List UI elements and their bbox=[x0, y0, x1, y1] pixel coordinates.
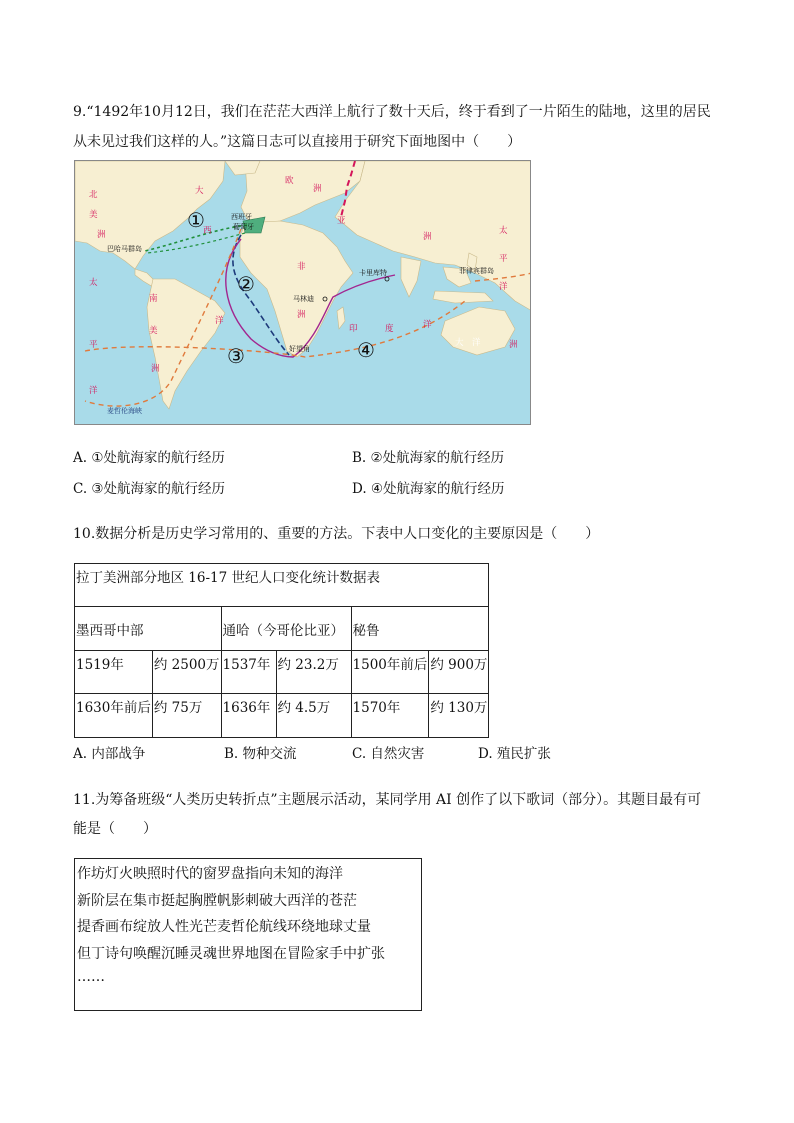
label-zhou-eu: 洲 bbox=[313, 184, 322, 194]
lyric-line: 新阶层在集市挺起胸膛帆影刺破大西洋的苍茫 bbox=[77, 892, 357, 909]
label-north: 北 bbox=[89, 190, 98, 200]
table-cell: 约 2500万 bbox=[152, 651, 221, 694]
table-cell: 1500年前后 bbox=[351, 651, 429, 694]
label-calicut: 卡里库特 bbox=[359, 269, 387, 277]
label-philippines: 菲律宾群岛 bbox=[459, 267, 494, 275]
table-cell: 约 900万 bbox=[429, 651, 489, 694]
table-cell: 1630年前后 bbox=[75, 694, 153, 738]
label-continent-n: 洲 bbox=[97, 230, 106, 240]
table-title: 拉丁美洲部分地区 16-17 世纪人口变化统计数据表 bbox=[75, 564, 489, 607]
table-cell: 1519年 bbox=[75, 651, 153, 694]
label-portugal: 葡萄牙 bbox=[233, 223, 254, 231]
label-fei: 非 bbox=[297, 262, 306, 272]
lyrics-box bbox=[74, 858, 422, 1011]
label-america-n: 美 bbox=[89, 210, 98, 220]
lyric-line: 作坊灯火映照时代的窗罗盘指向未知的海洋 bbox=[77, 866, 343, 882]
label-magellan: 麦哲伦海峡 bbox=[107, 407, 142, 415]
label-ou: 欧 bbox=[285, 176, 294, 186]
q10-option-b: B. 物种交流 bbox=[224, 746, 297, 762]
table-cell: 1570年 bbox=[351, 694, 429, 738]
marker-2: ② bbox=[237, 272, 255, 296]
label-ping-r: 平 bbox=[499, 254, 508, 264]
table-cell: 约 23.2万 bbox=[276, 651, 351, 694]
label-du: 度 bbox=[385, 324, 394, 334]
region-peru: 秘鲁 bbox=[351, 607, 489, 651]
q9-option-c: C. ③处航海家的航行经历 bbox=[73, 481, 226, 497]
label-ping-l: 平 bbox=[89, 340, 98, 350]
q10-option-c: C. 自然灾害 bbox=[352, 746, 425, 762]
table-cell: 约 4.5万 bbox=[276, 694, 351, 738]
label-zhou-s: 洲 bbox=[151, 364, 160, 374]
label-ya: 亚 bbox=[337, 216, 346, 226]
label-oceania: 大 洋 bbox=[455, 338, 481, 348]
q9-option-a: A. ①处航海家的航行经历 bbox=[73, 450, 225, 466]
table-cell: 1636年 bbox=[221, 694, 276, 738]
label-zhou-af: 洲 bbox=[297, 310, 306, 320]
label-malindi: 马林迪 bbox=[293, 295, 314, 303]
label-mei-s: 美 bbox=[149, 326, 158, 336]
label-nan: 南 bbox=[149, 294, 158, 304]
label-bahamas: 巴哈马群岛 bbox=[107, 245, 142, 253]
region-tunja: 通哈（今哥伦比亚） bbox=[221, 607, 351, 651]
label-da: 大 bbox=[195, 186, 204, 196]
marker-3: ③ bbox=[227, 344, 245, 368]
q10-option-a: A. 内部战争 bbox=[73, 746, 146, 762]
q11-stem-line1: 11.为筹备班级“人类历史转折点”主题展示活动，某同学用 AI 创作了以下歌词（部分）。其题目最有可 bbox=[73, 792, 702, 808]
q9-option-d: D. ④处航海家的航行经历 bbox=[352, 481, 505, 497]
label-zhou-as: 洲 bbox=[423, 232, 432, 242]
q9-stem-line1: 9.“1492年10月12日，我们在茫茫大西洋上航行了数十天后，终于看到了一片陌生的陆地，这里的居民 bbox=[73, 104, 711, 120]
lyric-line: …… bbox=[77, 969, 105, 985]
label-tai-r: 太 bbox=[499, 226, 508, 236]
label-yang-l: 洋 bbox=[89, 386, 98, 396]
marker-1: ① bbox=[187, 208, 205, 232]
navigation-routes-map bbox=[74, 160, 531, 425]
lyric-line: 但丁诗句唤醒沉睡灵魂世界地图在冒险家手中扩张 bbox=[77, 945, 385, 962]
label-zhou-oc: 洲 bbox=[509, 340, 518, 350]
q9-option-b: B. ②处航海家的航行经历 bbox=[352, 450, 505, 466]
lyric-line: 提香画布绽放人性光芒麦哲伦航线环绕地球丈量 bbox=[77, 919, 371, 935]
population-table bbox=[74, 563, 489, 738]
q10-option-d: D. 殖民扩张 bbox=[478, 746, 551, 762]
q9-stem-line2: 从未见过我们这样的人。”这篇日志可以直接用于研究下面地图中（ ） bbox=[73, 134, 522, 150]
q11-stem-line2: 能是（ ） bbox=[73, 821, 157, 837]
q10-stem: 10.数据分析是历史学习常用的、重要的方法。下表中人口变化的主要原因是（ ） bbox=[73, 526, 600, 542]
label-yang-r: 洋 bbox=[499, 282, 508, 292]
table-cell: 约 130万 bbox=[429, 694, 489, 738]
table-cell: 1537年 bbox=[221, 651, 276, 694]
marker-4: ④ bbox=[357, 338, 375, 362]
label-yang-in: 洋 bbox=[423, 320, 432, 330]
table-cell: 约 75万 bbox=[152, 694, 221, 738]
label-tai-l: 太 bbox=[89, 278, 98, 288]
label-spain: 西班牙 bbox=[231, 213, 252, 221]
label-yin: 印 bbox=[349, 324, 358, 334]
region-mexico: 墨西哥中部 bbox=[75, 607, 222, 651]
label-xi: 西 bbox=[203, 226, 212, 236]
label-yang-atl: 洋 bbox=[215, 316, 224, 326]
label-cape: 好望角 bbox=[289, 345, 310, 353]
